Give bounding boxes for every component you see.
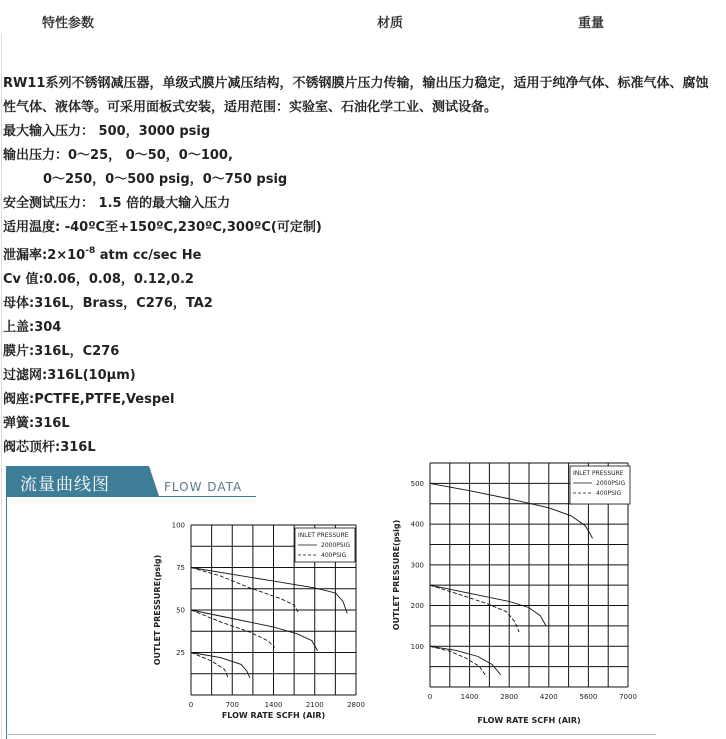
- safety-test-pressure: 安全测试压力： 1.5 倍的最大输入压力: [3, 196, 231, 211]
- series-line-400psig: [191, 610, 275, 647]
- operating-temperature: 适用温度: -40ºC至+150ºC,230ºC,300ºC(可定制): [3, 220, 322, 235]
- leak-rate-suffix: atm cc/sec He: [95, 248, 202, 263]
- leak-rate: [3, 244, 718, 268]
- y-tick-label: 50: [176, 606, 185, 615]
- x-tick-label: 2100: [305, 701, 324, 709]
- legend-entry: 400PSIG: [596, 490, 622, 497]
- x-axis-label: FLOW RATE SCFH (AIR): [477, 716, 581, 725]
- tab-material[interactable]: 材质: [377, 16, 404, 31]
- max-input-pressure: 最大输入压力： 500，3000 psig: [3, 124, 211, 139]
- flow-title-rule: [6, 496, 256, 497]
- leak-rate-prefix: 泄漏率:2×10: [3, 248, 86, 263]
- legend-entry: 2000PSIG: [596, 480, 626, 487]
- y-tick-label: 75: [176, 564, 185, 572]
- output-pressure: 输出压力：0～25， 0～50，0～100,: [3, 148, 233, 163]
- legend-title: INLET PRESSURE: [573, 470, 624, 477]
- product-intro: RW11系列不锈钢减压器，单级式膜片减压结构，不锈钢膜片压力传输，输出压力稳定，适用于纯净气体、标准气体、腐蚀性气体、液体等。可采用面板式安装，适用范围：实验室、石油化学工业、测试设备。: [3, 76, 709, 115]
- tab-weight[interactable]: 重量: [578, 16, 605, 31]
- y-tick-label: 25: [176, 649, 185, 657]
- series-line-2000psig: [430, 646, 501, 675]
- x-tick-label: 7000: [619, 693, 637, 701]
- y-tick-label: 100: [171, 521, 185, 530]
- flow-chart-low-pressure: [150, 520, 380, 720]
- body-material: 母体:316L，Brass，C276，TA2: [3, 296, 213, 311]
- x-axis-label: FLOW RATE SCFH (AIR): [221, 711, 326, 720]
- stem-material: 阀芯顶杆:316L: [3, 440, 96, 455]
- y-tick-label: 300: [410, 561, 424, 570]
- x-tick-label: 700: [225, 701, 239, 709]
- flow-chart-high-pressure: [385, 460, 655, 735]
- x-tick-label: 0: [188, 701, 194, 709]
- diaphragm-material: 膜片:316L，C276: [3, 344, 120, 359]
- x-tick-label: 5600: [579, 693, 598, 701]
- flow-subtitle: FLOW DATA: [164, 480, 243, 494]
- x-tick-label: 1400: [460, 693, 479, 701]
- x-tick-label: 4200: [539, 693, 558, 701]
- spec-tab-bar: [0, 0, 726, 40]
- x-tick-label: 0: [427, 693, 433, 701]
- flow-frame-line: [6, 496, 7, 739]
- y-tick-label: 400: [410, 520, 424, 529]
- legend-entry: 400PSIG: [321, 552, 347, 559]
- cap-material: 上盖:304: [3, 320, 62, 335]
- y-axis-label: OUTLET PRESSURE(psig): [153, 554, 162, 666]
- flow-title-banner: [6, 466, 149, 496]
- chart-legend: [570, 466, 630, 504]
- spring-material: 弹簧:316L: [3, 416, 70, 431]
- series-line-2000psig: [191, 610, 318, 651]
- seat-material: 阀座:PCTFE,PTFE,Vespel: [3, 392, 175, 407]
- y-tick-label: 200: [410, 602, 424, 611]
- legend-entry: 2000PSIG: [321, 542, 351, 549]
- legend-title: INLET PRESSURE: [298, 532, 349, 539]
- series-line-400psig: [191, 568, 299, 614]
- y-tick-label: 500: [410, 479, 424, 488]
- leak-rate-exponent: -8: [85, 246, 96, 256]
- filter-material: 过滤网:316L(10μm): [3, 368, 136, 383]
- page-frame-line: [1, 34, 2, 739]
- tab-specs[interactable]: 特性参数: [42, 16, 95, 31]
- y-tick-label: 100: [410, 642, 424, 651]
- output-pressure-cont: 0～250，0～500 psig，0～750 psig: [43, 172, 288, 187]
- x-tick-label: 1400: [264, 701, 283, 709]
- y-axis-label: OUTLET PRESSURE(psig): [392, 519, 401, 631]
- series-line-400psig: [430, 585, 519, 632]
- cv-value: Cv 值:0.06，0.08，0.12,0.2: [3, 272, 194, 287]
- x-tick-label: 2800: [347, 701, 365, 709]
- chart-legend: [295, 528, 355, 562]
- flow-title: 流量曲线图: [20, 475, 110, 495]
- x-tick-label: 2800: [500, 693, 519, 701]
- spec-section: [3, 72, 718, 460]
